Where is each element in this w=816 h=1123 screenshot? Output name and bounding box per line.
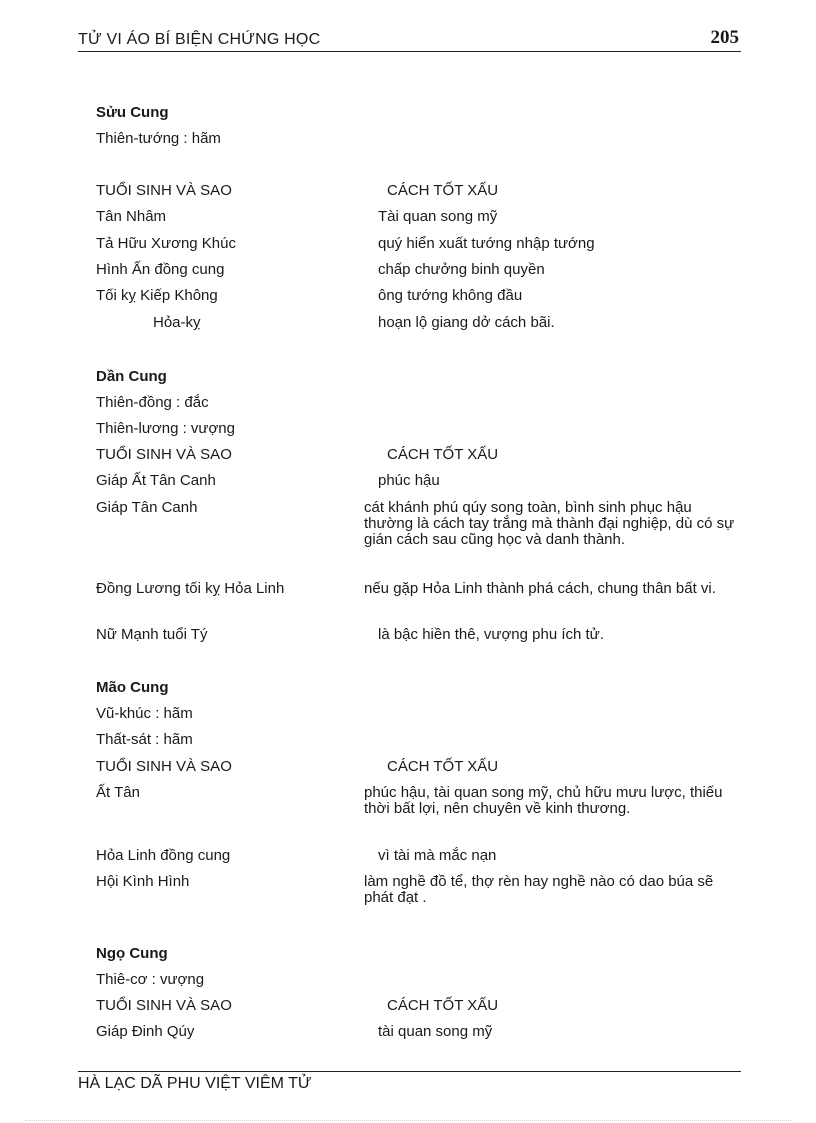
row-left: Tối kỵ Kiếp Không [96, 287, 218, 304]
row-right: nếu gặp Hỏa Linh thành phá cách, chung thân bất vi. [364, 580, 716, 597]
star-line: Thiê-cơ : vượng [96, 971, 205, 988]
section-title-ngo: Ngọ Cung [96, 945, 168, 962]
page-footer [78, 1071, 741, 1092]
row-right: phúc hậu, tài quan song mỹ, chủ hữu mưu lược, thiếu thời bất lợi, nên chuyên về kinh thương. [364, 784, 723, 817]
row-left: Hình Ấn đồng cung [96, 261, 225, 278]
column-header-right: CÁCH TỐT XẤU [387, 997, 499, 1014]
row-right: chấp chưởng binh quyền [378, 261, 545, 278]
row-right: là bậc hiền thê, vượng phu ích tử. [378, 626, 604, 643]
row-left: Nữ Mạnh tuổi Tý [96, 626, 208, 643]
section-title-suu: Sửu Cung [96, 104, 169, 121]
column-header-right: CÁCH TỐT XẤU [387, 182, 499, 199]
section-title-mao: Mão Cung [96, 679, 169, 696]
page-number: 205 [710, 27, 739, 48]
page-edge-divider [25, 1120, 791, 1121]
column-header-right: CÁCH TỐT XẤU [387, 758, 499, 775]
star-line: Vũ-khúc : hãm [96, 705, 193, 722]
star-line: Thất-sát : hãm [96, 731, 193, 748]
row-right: hoạn lộ giang dở cách bãi. [378, 314, 555, 331]
footer-text: HÀ LẠC DÃ PHU VIỆT VIÊM TỬ [78, 1075, 312, 1092]
column-header-left: TUỔI SINH VÀ SAO [96, 446, 232, 463]
row-right: làm nghề đồ tể, thợ rèn hay nghề nào có dao búa sẽ phát đạt . [364, 873, 714, 906]
row-left: Giáp Tân Canh [96, 499, 198, 516]
row-left: Tả Hữu Xương Khúc [96, 235, 236, 252]
page-header [78, 27, 741, 52]
row-left: Ất Tân [96, 784, 140, 801]
row-left: Đồng Lương tối kỵ Hỏa Linh [96, 580, 285, 597]
row-left: Giáp Ất Tân Canh [96, 472, 216, 489]
row-left: Giáp Đinh Qúy [96, 1023, 195, 1040]
header-title: TỬ VI ÁO BÍ BIỆN CHỨNG HỌC [78, 31, 321, 48]
row-right: phúc hậu [378, 472, 440, 489]
column-header-left: TUỔI SINH VÀ SAO [96, 997, 232, 1014]
row-right: cát khánh phú qúy song toàn, bình sinh phục hậu thường là cách tay trắng mà thành đại nghiệp, dù có sự gián cách sau cũng học và danh thành. [364, 499, 735, 548]
row-right: vì tài mà mắc nạn [378, 847, 497, 864]
row-right: quý hiển xuất tướng nhập tướng [378, 235, 595, 252]
star-line: Thiên-lương : vượng [96, 420, 235, 437]
column-header-right: CÁCH TỐT XẤU [387, 446, 499, 463]
row-right: ông tướng không đầu [378, 287, 523, 304]
row-right: tài quan song mỹ [378, 1023, 493, 1040]
section-title-dan: Dần Cung [96, 368, 167, 385]
column-header-left: TUỔI SINH VÀ SAO [96, 182, 232, 199]
column-header-left: TUỔI SINH VÀ SAO [96, 758, 232, 775]
row-left: Hỏa Linh đồng cung [96, 847, 231, 864]
star-line: Thiên-tướng : hãm [96, 130, 221, 147]
row-left: Tân Nhâm [96, 208, 167, 225]
row-right: Tài quan song mỹ [378, 208, 498, 225]
row-left: Hội Kình Hình [96, 873, 190, 890]
star-line: Thiên-đồng : đắc [96, 394, 209, 411]
row-left: Hỏa-kỵ [153, 314, 201, 331]
